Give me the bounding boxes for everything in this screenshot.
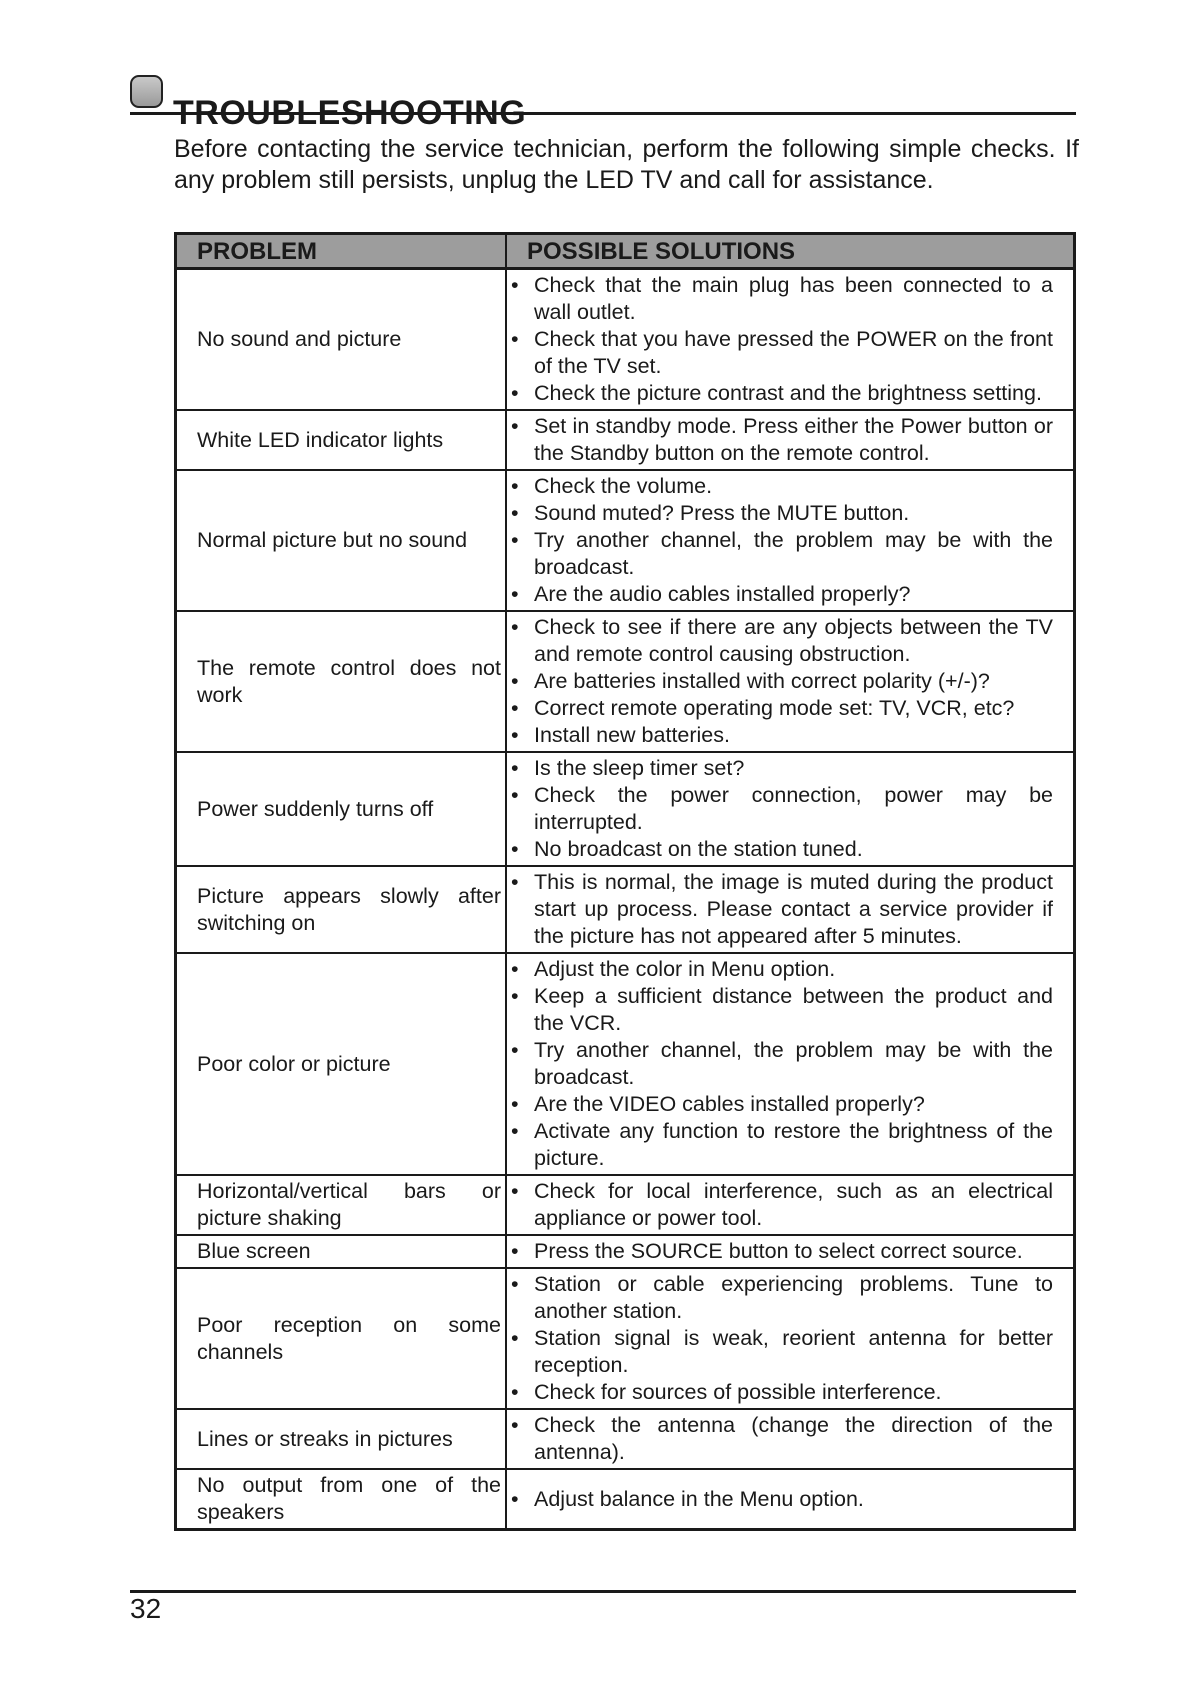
solution-item: • No broadcast on the station tuned. bbox=[511, 836, 1053, 863]
solution-item: • Are the audio cables installed properly? bbox=[511, 581, 1053, 608]
table-row bbox=[176, 866, 1075, 953]
solution-item: • Station signal is weak, reorient antenna for better reception. bbox=[511, 1325, 1053, 1379]
solution-item: • Sound muted? Press the MUTE button. bbox=[511, 500, 1053, 527]
problem-cell: White LED indicator lights bbox=[176, 410, 507, 470]
solutions-column-header: POSSIBLE SOLUTIONS bbox=[506, 234, 1075, 269]
table-header-row bbox=[176, 234, 1075, 269]
solution-item: • Adjust the color in Menu option. bbox=[511, 956, 1053, 983]
troubleshooting-table-body bbox=[176, 269, 1075, 1530]
table-row bbox=[176, 1469, 1075, 1530]
solutions-cell bbox=[506, 1235, 1075, 1268]
solution-item: • Activate any function to restore the brightness of the picture. bbox=[511, 1118, 1053, 1172]
solution-item: • Try another channel, the problem may be with the broadcast. bbox=[511, 527, 1053, 581]
solutions-cell bbox=[506, 866, 1075, 953]
solutions-cell bbox=[506, 1409, 1075, 1469]
problem-cell: No sound and picture bbox=[176, 269, 507, 411]
problem-cell: Normal picture but no sound bbox=[176, 470, 507, 611]
table-row bbox=[176, 953, 1075, 1175]
solution-item: • Check for sources of possible interference. bbox=[511, 1379, 1053, 1406]
problem-cell: No output from one of the speakers bbox=[176, 1469, 507, 1530]
solution-item: • Press the SOURCE button to select correct source. bbox=[511, 1238, 1053, 1265]
solution-list bbox=[511, 1486, 1053, 1513]
page-title: TROUBLESHOOTING bbox=[173, 93, 527, 132]
problem-cell: Poor color or picture bbox=[176, 953, 507, 1175]
section-header bbox=[130, 70, 1076, 132]
table-row bbox=[176, 470, 1075, 611]
solution-list bbox=[511, 614, 1053, 749]
solutions-cell bbox=[506, 1268, 1075, 1409]
table-row bbox=[176, 1409, 1075, 1469]
solution-item: • Try another channel, the problem may be with the broadcast. bbox=[511, 1037, 1053, 1091]
solution-item: • Check to see if there are any objects between the TV and remote control causing obstruction. bbox=[511, 614, 1053, 668]
table-row bbox=[176, 1268, 1075, 1409]
solutions-cell bbox=[506, 1175, 1075, 1235]
solution-item: • Adjust balance in the Menu option. bbox=[511, 1486, 1053, 1513]
problem-cell: Poor reception on some channels bbox=[176, 1268, 507, 1409]
solution-list bbox=[511, 1178, 1053, 1232]
solution-item: • Are batteries installed with correct polarity (+/-)? bbox=[511, 668, 1053, 695]
problem-cell: Power suddenly turns off bbox=[176, 752, 507, 866]
page-number: 32 bbox=[130, 1593, 162, 1624]
solutions-cell bbox=[506, 752, 1075, 866]
solution-item: • Station or cable experiencing problems. Tune to another station. bbox=[511, 1271, 1053, 1325]
solution-list bbox=[511, 1238, 1053, 1265]
solution-item: • Correct remote operating mode set: TV, VCR, etc? bbox=[511, 695, 1053, 722]
solution-item: • Keep a sufficient distance between the product and the VCR. bbox=[511, 983, 1053, 1037]
solutions-cell bbox=[506, 1469, 1075, 1530]
solution-item: • Check that you have pressed the POWER on the front of the TV set. bbox=[511, 326, 1053, 380]
table-row bbox=[176, 752, 1075, 866]
solution-item: • Are the VIDEO cables installed properly? bbox=[511, 1091, 1053, 1118]
problem-cell: Blue screen bbox=[176, 1235, 507, 1268]
solution-list bbox=[511, 473, 1053, 608]
problem-cell: The remote control does not work bbox=[176, 611, 507, 752]
intro-paragraph: Before contacting the service technician, perform the following simple checks. If any problem still persists, unplug the LED TV and call for assistance. bbox=[174, 135, 1079, 194]
solution-item: • Check that the main plug has been connected to a wall outlet. bbox=[511, 272, 1053, 326]
solutions-cell bbox=[506, 953, 1075, 1175]
solution-item: • This is normal, the image is muted during the product start up process. Please contact a service provider if the picture has not appeared after 5 minutes. bbox=[511, 869, 1053, 950]
solution-item: • Check the volume. bbox=[511, 473, 1053, 500]
troubleshooting-table bbox=[174, 232, 1076, 1531]
solution-item: • Is the sleep timer set? bbox=[511, 755, 1053, 782]
table-row bbox=[176, 1175, 1075, 1235]
section-marker-icon bbox=[130, 75, 163, 108]
problem-cell: Lines or streaks in pictures bbox=[176, 1409, 507, 1469]
solution-list bbox=[511, 413, 1053, 467]
solution-list bbox=[511, 272, 1053, 407]
solution-item: • Check the antenna (change the direction of the antenna). bbox=[511, 1412, 1053, 1466]
table-row bbox=[176, 1235, 1075, 1268]
solution-list bbox=[511, 755, 1053, 863]
solution-item: • Check the power connection, power may be interrupted. bbox=[511, 782, 1053, 836]
solution-item: • Set in standby mode. Press either the Power button or the Standby button on the remote control. bbox=[511, 413, 1053, 467]
solution-item: • Install new batteries. bbox=[511, 722, 1053, 749]
solution-item: • Check the picture contrast and the brightness setting. bbox=[511, 380, 1053, 407]
solution-item: • Check for local interference, such as an electrical appliance or power tool. bbox=[511, 1178, 1053, 1232]
solution-list bbox=[511, 956, 1053, 1172]
table-row bbox=[176, 611, 1075, 752]
problem-column-header: PROBLEM bbox=[176, 234, 507, 269]
solution-list bbox=[511, 869, 1053, 950]
problem-cell: Horizontal/vertical bars or picture shaking bbox=[176, 1175, 507, 1235]
table-row bbox=[176, 269, 1075, 411]
footer-rule bbox=[130, 1590, 1076, 1593]
table-row bbox=[176, 410, 1075, 470]
solution-list bbox=[511, 1412, 1053, 1466]
solution-list bbox=[511, 1271, 1053, 1406]
solutions-cell bbox=[506, 611, 1075, 752]
solutions-cell bbox=[506, 470, 1075, 611]
solutions-cell bbox=[506, 269, 1075, 411]
solutions-cell bbox=[506, 410, 1075, 470]
problem-cell: Picture appears slowly after switching on bbox=[176, 866, 507, 953]
